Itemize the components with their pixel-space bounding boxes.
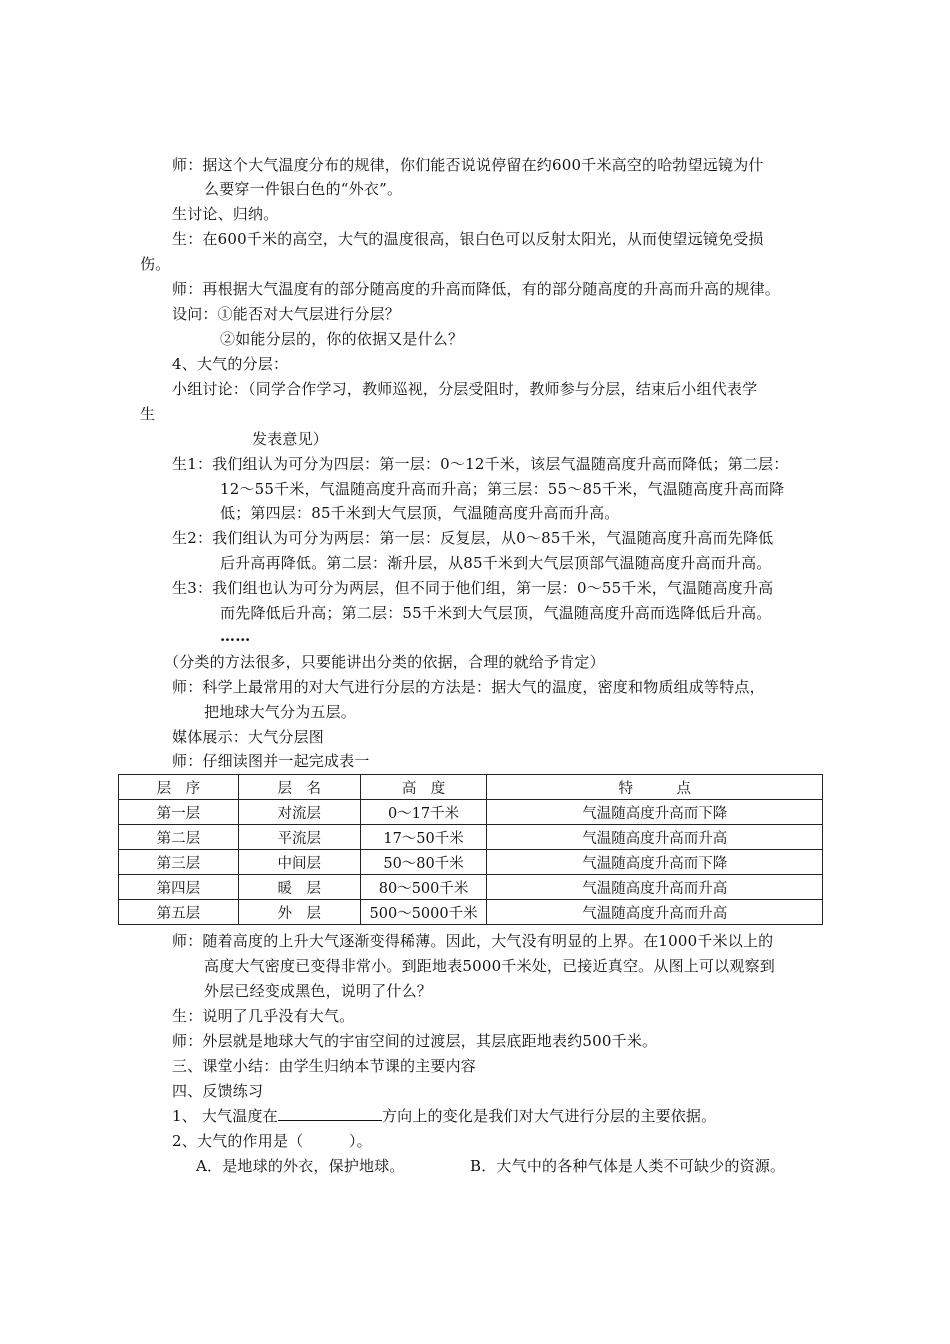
text-line: 么要穿一件银白色的“外衣”。	[204, 180, 403, 198]
table-row	[119, 800, 823, 825]
text-line: 生2：我们组认为可分为两层：第一层：反复层，从0～85千米，气温随高度升高而先降低	[172, 529, 774, 547]
text-line: 外层已经变成黑色，说明了什么？	[204, 982, 433, 1000]
fill-in-blank[interactable]	[278, 1106, 382, 1121]
text-line: 12～55千米，气温随高度升高而升高；第三层：55～85千米，气温随高度升高而降	[220, 480, 785, 498]
table-row	[119, 900, 823, 925]
cell-name: 对流层	[238, 800, 360, 825]
text-line: 发表意见）	[252, 430, 329, 448]
text-line: 生：在600千米的高空，大气的温度很高，银白色可以反射太阳光，从而使望远镜免受损	[172, 230, 764, 248]
text-line: 生1：我们组认为可分为四层：第一层：0～12千米，该层气温随高度升高而降低；第二层：	[172, 455, 789, 473]
question-1	[172, 1106, 716, 1126]
section-heading: 三、课堂小结：由学生归纳本节课的主要内容	[172, 1057, 477, 1075]
cell-feature: 气温随高度升高而升高	[487, 900, 823, 925]
option-b: B．大气中的各种气体是人类不可缺少的资源。	[470, 1157, 786, 1175]
text-line: 后升高再降低。第二层：渐升层，从85千米到大气层顶部气温随高度升高而升高。	[220, 554, 772, 572]
cell-height: 80～500千米	[360, 875, 487, 900]
table-header-row	[119, 775, 823, 800]
table-row	[119, 825, 823, 850]
header-name: 层 名	[238, 775, 360, 800]
text-line: 设问：①能否对大气层进行分层？	[172, 305, 401, 323]
cell-name: 外 层	[238, 900, 360, 925]
text-line: 低；第四层：85千米到大气层顶，气温随高度升高而升高。	[220, 504, 620, 522]
header-order: 层 序	[119, 775, 239, 800]
text-line: 师：据这个大气温度分布的规律，你们能否说说停留在约600千米高空的哈勃望远镜为什	[172, 156, 764, 174]
cell-name: 中间层	[238, 850, 360, 875]
cell-name: 暖 层	[238, 875, 360, 900]
header-feature: 特 点	[487, 775, 823, 800]
option-a: A．是地球的外衣，保护地球。	[196, 1157, 405, 1175]
cell-height: 50～80千米	[360, 850, 487, 875]
text-line: 生	[140, 405, 156, 423]
text-line: ……	[220, 627, 251, 645]
cell-order: 第三层	[119, 850, 239, 875]
cell-feature: 气温随高度升高而下降	[487, 850, 823, 875]
cell-order: 第一层	[119, 800, 239, 825]
cell-name: 平流层	[238, 825, 360, 850]
text-line: 伤。	[140, 255, 171, 273]
text-line: 师：外层就是地球大气的宇宙空间的过渡层，其层底距地表约500千米。	[172, 1032, 658, 1050]
cell-height: 500～5000千米	[360, 900, 487, 925]
cell-height: 0～17千米	[360, 800, 487, 825]
text-line: 生：说明了几乎没有大气。	[172, 1007, 355, 1025]
text-line: （分类的方法很多，只要能讲出分类的依据，合理的就给予肯定）	[164, 653, 605, 671]
cell-order: 第二层	[119, 825, 239, 850]
cell-height: 17～50千米	[360, 825, 487, 850]
text-line: 师：随着高度的上升大气逐渐变得稀薄。因此，大气没有明显的上界。在1000千米以上的	[172, 932, 774, 950]
question-2: 2、大气的作用是（ ）。	[172, 1132, 372, 1150]
cell-order: 第五层	[119, 900, 239, 925]
text-line: 师：科学上最常用的对大气进行分层的方法是：据大气的温度，密度和物质组成等特点，	[172, 678, 765, 696]
text-line: 媒体展示：大气分层图	[172, 728, 325, 746]
text-line: 高度大气密度已变得非常小。到距地表5000千米处，已接近真空。从图上可以观察到	[204, 957, 775, 975]
table-row	[119, 850, 823, 875]
text-line: 生3：我们组也认为可分为两层，但不同于他们组，第一层：0～55千米，气温随高度升高	[172, 579, 774, 597]
header-height: 高 度	[360, 775, 487, 800]
text-line: 把地球大气分为五层。	[204, 703, 357, 721]
cell-order: 第四层	[119, 875, 239, 900]
cell-feature: 气温随高度升高而升高	[487, 825, 823, 850]
atmosphere-layers-table	[118, 774, 823, 925]
question-1-suffix: 方向上的变化是我们对大气进行分层的主要依据。	[381, 1107, 717, 1125]
text-line: 师：仔细读图并一起完成表一	[172, 752, 370, 770]
section-heading: 4、大气的分层：	[172, 355, 289, 373]
table-row	[119, 875, 823, 900]
text-line: 小组讨论：（同学合作学习，教师巡视，分层受阻时，教师参与分层，结束后小组代表学	[172, 380, 758, 398]
text-line: ②如能分层的，你的依据又是什么？	[220, 330, 464, 348]
text-line: 师：再根据大气温度有的部分随高度的升高而降低，有的部分随高度的升高而升高的规律。	[172, 280, 781, 298]
cell-feature: 气温随高度升高而下降	[487, 800, 823, 825]
text-line: 而先降低后升高；第二层：55千米到大气层顶，气温随高度升高而选降低后升高。	[220, 604, 772, 622]
cell-feature: 气温随高度升高而升高	[487, 875, 823, 900]
text-line: 生讨论、归纳。	[172, 205, 279, 223]
section-heading: 四、反馈练习	[172, 1082, 264, 1100]
question-1-prefix: 1、 大气温度在	[172, 1107, 278, 1125]
